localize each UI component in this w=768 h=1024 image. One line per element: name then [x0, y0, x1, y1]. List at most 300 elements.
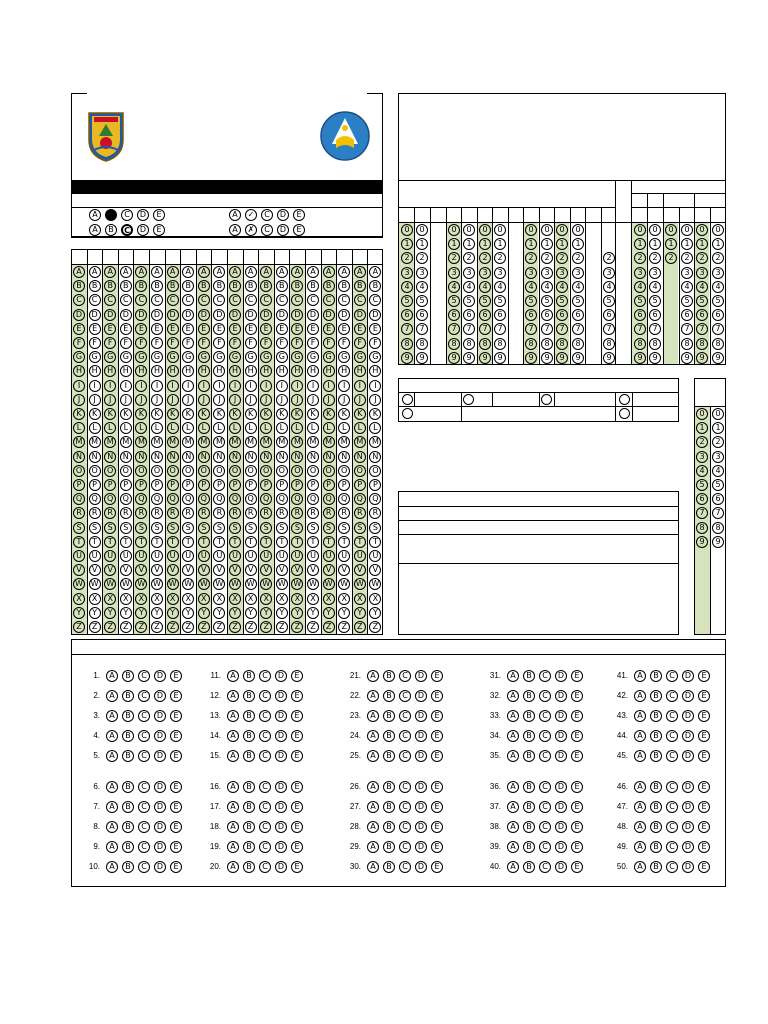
answer-bubble-a[interactable]: A — [367, 730, 379, 742]
name-bubble-l[interactable]: L — [307, 422, 319, 434]
name-bubble-q[interactable]: Q — [120, 493, 132, 505]
digit-bubble-6[interactable]: 6 — [634, 309, 646, 321]
answer-bubble-d[interactable]: D — [682, 730, 694, 742]
name-bubble-o[interactable]: O — [135, 465, 147, 477]
name-bubble-s[interactable]: S — [229, 522, 241, 534]
digit-bubble-5[interactable]: 5 — [525, 295, 537, 307]
digit-bubble-6[interactable]: 6 — [712, 309, 724, 321]
answer-bubble-d[interactable]: D — [275, 710, 287, 722]
name-bubble-s[interactable]: S — [260, 522, 272, 534]
name-bubble-f[interactable]: F — [323, 337, 335, 349]
name-bubble-m[interactable]: M — [229, 436, 241, 448]
name-bubble-k[interactable]: K — [182, 408, 194, 420]
answer-bubble-d[interactable]: D — [415, 781, 427, 793]
name-bubble-f[interactable]: F — [167, 337, 179, 349]
digit-bubble-9[interactable]: 9 — [525, 352, 537, 364]
name-bubble-h[interactable]: H — [276, 365, 288, 377]
name-bubble-k[interactable]: K — [89, 408, 101, 420]
name-bubble-r[interactable]: R — [104, 507, 116, 519]
name-bubble-w[interactable]: W — [167, 578, 179, 590]
digit-bubble-1[interactable]: 1 — [634, 238, 646, 250]
answer-bubble-e[interactable]: E — [431, 841, 443, 853]
answer-bubble-c[interactable]: C — [138, 730, 150, 742]
name-bubble-a[interactable]: A — [167, 266, 179, 278]
answer-bubble-a[interactable]: A — [634, 801, 646, 813]
name-bubble-y[interactable]: Y — [245, 607, 257, 619]
answer-bubble-a[interactable]: A — [367, 781, 379, 793]
answer-bubble-d[interactable]: D — [555, 710, 567, 722]
answer-bubble-c[interactable]: C — [539, 710, 551, 722]
answer-bubble-a[interactable]: A — [507, 730, 519, 742]
name-bubble-l[interactable]: L — [276, 422, 288, 434]
answer-bubble-d[interactable]: D — [682, 821, 694, 833]
name-bubble-p[interactable]: P — [151, 479, 163, 491]
digit-bubble-5[interactable]: 5 — [681, 295, 693, 307]
answer-bubble-a[interactable]: A — [634, 821, 646, 833]
name-bubble-a[interactable]: A — [135, 266, 147, 278]
digit-bubble-8[interactable]: 8 — [448, 338, 460, 350]
name-bubble-y[interactable]: Y — [182, 607, 194, 619]
answer-bubble-e[interactable]: E — [170, 841, 182, 853]
answer-bubble-b[interactable]: B — [243, 670, 255, 682]
name-bubble-l[interactable]: L — [135, 422, 147, 434]
digit-bubble-4[interactable]: 4 — [696, 465, 708, 477]
answer-bubble-d[interactable]: D — [154, 841, 166, 853]
name-bubble-z[interactable]: Z — [213, 621, 225, 633]
digit-bubble-1[interactable]: 1 — [681, 238, 693, 250]
digit-bubble-6[interactable]: 6 — [401, 309, 413, 321]
answer-bubble-d[interactable]: D — [154, 710, 166, 722]
name-bubble-b[interactable]: B — [120, 280, 132, 292]
answer-bubble-c[interactable]: C — [666, 730, 678, 742]
name-bubble-m[interactable]: M — [291, 436, 303, 448]
name-bubble-k[interactable]: K — [354, 408, 366, 420]
name-bubble-d[interactable]: D — [369, 309, 381, 321]
name-bubble-v[interactable]: V — [213, 564, 225, 576]
answer-bubble-a[interactable]: A — [634, 690, 646, 702]
answer-bubble-c[interactable]: C — [259, 690, 271, 702]
digit-bubble-4[interactable]: 4 — [463, 281, 475, 293]
name-bubble-q[interactable]: Q — [245, 493, 257, 505]
name-bubble-u[interactable]: U — [354, 550, 366, 562]
name-bubble-z[interactable]: Z — [167, 621, 179, 633]
name-bubble-i[interactable]: I — [151, 380, 163, 392]
answer-bubble-d[interactable]: D — [275, 670, 287, 682]
answer-bubble-e[interactable]: E — [431, 670, 443, 682]
answer-bubble-e[interactable]: E — [571, 821, 583, 833]
name-bubble-q[interactable]: Q — [135, 493, 147, 505]
digit-bubble-3[interactable]: 3 — [541, 267, 553, 279]
name-bubble-q[interactable]: Q — [323, 493, 335, 505]
answer-bubble-a[interactable]: A — [106, 730, 118, 742]
answer-bubble-d[interactable]: D — [415, 841, 427, 853]
name-bubble-v[interactable]: V — [245, 564, 257, 576]
name-bubble-v[interactable]: V — [198, 564, 210, 576]
answer-bubble-c[interactable]: C — [399, 670, 411, 682]
name-bubble-b[interactable]: B — [213, 280, 225, 292]
name-bubble-g[interactable]: G — [198, 351, 210, 363]
answer-bubble-a[interactable]: A — [227, 861, 239, 873]
digit-bubble-3[interactable]: 3 — [401, 267, 413, 279]
digit-bubble-6[interactable]: 6 — [696, 309, 708, 321]
name-bubble-z[interactable]: Z — [338, 621, 350, 633]
name-bubble-r[interactable]: R — [167, 507, 179, 519]
name-bubble-s[interactable]: S — [338, 522, 350, 534]
name-bubble-v[interactable]: V — [354, 564, 366, 576]
answer-bubble-e[interactable]: E — [291, 670, 303, 682]
name-bubble-b[interactable]: B — [135, 280, 147, 292]
name-bubble-b[interactable]: B — [323, 280, 335, 292]
name-bubble-t[interactable]: T — [167, 536, 179, 548]
answer-bubble-a[interactable]: A — [634, 781, 646, 793]
digit-bubble-8[interactable]: 8 — [463, 338, 475, 350]
answer-bubble-b[interactable]: B — [243, 750, 255, 762]
digit-bubble-9[interactable]: 9 — [603, 352, 615, 364]
name-bubble-h[interactable]: H — [120, 365, 132, 377]
name-bubble-r[interactable]: R — [323, 507, 335, 519]
digit-bubble-4[interactable]: 4 — [541, 281, 553, 293]
name-bubble-l[interactable]: L — [182, 422, 194, 434]
name-bubble-z[interactable]: Z — [260, 621, 272, 633]
answer-bubble-a[interactable]: A — [106, 710, 118, 722]
name-bubble-j[interactable]: J — [369, 394, 381, 406]
digit-bubble-4[interactable]: 4 — [572, 281, 584, 293]
name-bubble-i[interactable]: I — [135, 380, 147, 392]
name-bubble-r[interactable]: R — [213, 507, 225, 519]
name-bubble-m[interactable]: M — [120, 436, 132, 448]
name-bubble-o[interactable]: O — [213, 465, 225, 477]
name-bubble-j[interactable]: J — [120, 394, 132, 406]
name-bubble-y[interactable]: Y — [323, 607, 335, 619]
name-bubble-w[interactable]: W — [104, 578, 116, 590]
answer-bubble-b[interactable]: B — [383, 841, 395, 853]
name-bubble-j[interactable]: J — [354, 394, 366, 406]
name-bubble-c[interactable]: C — [260, 294, 272, 306]
digit-bubble-5[interactable]: 5 — [556, 295, 568, 307]
name-bubble-t[interactable]: T — [354, 536, 366, 548]
name-bubble-d[interactable]: D — [323, 309, 335, 321]
digit-bubble-5[interactable]: 5 — [448, 295, 460, 307]
name-bubble-h[interactable]: H — [198, 365, 210, 377]
digit-bubble-4[interactable]: 4 — [712, 281, 724, 293]
answer-bubble-d[interactable]: D — [275, 821, 287, 833]
answer-bubble-a[interactable]: A — [106, 861, 118, 873]
digit-bubble-3[interactable]: 3 — [463, 267, 475, 279]
digit-bubble-7[interactable]: 7 — [712, 323, 724, 335]
name-bubble-t[interactable]: T — [369, 536, 381, 548]
answer-bubble-a[interactable]: A — [507, 841, 519, 853]
answer-bubble-d[interactable]: D — [275, 690, 287, 702]
answer-bubble-b[interactable]: B — [243, 730, 255, 742]
name-bubble-t[interactable]: T — [104, 536, 116, 548]
digit-bubble-3[interactable]: 3 — [603, 267, 615, 279]
name-bubble-k[interactable]: K — [135, 408, 147, 420]
answer-bubble-c[interactable]: C — [259, 841, 271, 853]
name-bubble-l[interactable]: L — [73, 422, 85, 434]
name-bubble-t[interactable]: T — [291, 536, 303, 548]
name-bubble-s[interactable]: S — [213, 522, 225, 534]
name-bubble-w[interactable]: W — [338, 578, 350, 590]
name-bubble-v[interactable]: V — [182, 564, 194, 576]
name-bubble-c[interactable]: C — [338, 294, 350, 306]
example-bubble[interactable]: A — [89, 209, 101, 221]
name-bubble-m[interactable]: M — [135, 436, 147, 448]
digit-bubble-4[interactable]: 4 — [416, 281, 428, 293]
digit-bubble-0[interactable]: 0 — [649, 224, 661, 236]
digit-bubble-5[interactable]: 5 — [696, 479, 708, 491]
name-bubble-b[interactable]: B — [245, 280, 257, 292]
name-bubble-k[interactable]: K — [167, 408, 179, 420]
answer-bubble-e[interactable]: E — [431, 821, 443, 833]
digit-bubble-9[interactable]: 9 — [556, 352, 568, 364]
name-bubble-k[interactable]: K — [260, 408, 272, 420]
name-bubble-m[interactable]: M — [182, 436, 194, 448]
name-bubble-x[interactable]: X — [213, 593, 225, 605]
answer-bubble-d[interactable]: D — [275, 861, 287, 873]
answer-bubble-b[interactable]: B — [243, 781, 255, 793]
name-bubble-p[interactable]: P — [260, 479, 272, 491]
answer-bubble-a[interactable]: A — [507, 861, 519, 873]
name-bubble-e[interactable]: E — [89, 323, 101, 335]
name-bubble-m[interactable]: M — [104, 436, 116, 448]
name-bubble-o[interactable]: O — [73, 465, 85, 477]
answer-bubble-d[interactable]: D — [275, 841, 287, 853]
answer-bubble-b[interactable]: B — [122, 801, 134, 813]
example-bubble[interactable]: D — [277, 209, 289, 221]
name-bubble-w[interactable]: W — [151, 578, 163, 590]
name-bubble-t[interactable]: T — [260, 536, 272, 548]
name-bubble-l[interactable]: L — [245, 422, 257, 434]
digit-bubble-3[interactable]: 3 — [479, 267, 491, 279]
example-wrong-mark[interactable]: ✓ — [245, 209, 257, 221]
digit-bubble-0[interactable]: 0 — [681, 224, 693, 236]
name-bubble-f[interactable]: F — [73, 337, 85, 349]
name-bubble-m[interactable]: M — [245, 436, 257, 448]
name-bubble-f[interactable]: F — [260, 337, 272, 349]
answer-bubble-c[interactable]: C — [138, 781, 150, 793]
name-bubble-d[interactable]: D — [151, 309, 163, 321]
answer-bubble-a[interactable]: A — [634, 710, 646, 722]
name-bubble-d[interactable]: D — [291, 309, 303, 321]
name-bubble-b[interactable]: B — [291, 280, 303, 292]
answer-bubble-c[interactable]: C — [666, 821, 678, 833]
digit-bubble-1[interactable]: 1 — [401, 238, 413, 250]
name-bubble-p[interactable]: P — [369, 479, 381, 491]
name-bubble-h[interactable]: H — [307, 365, 319, 377]
name-bubble-z[interactable]: Z — [229, 621, 241, 633]
digit-bubble-0[interactable]: 0 — [479, 224, 491, 236]
name-bubble-u[interactable]: U — [245, 550, 257, 562]
name-bubble-c[interactable]: C — [73, 294, 85, 306]
name-bubble-x[interactable]: X — [307, 593, 319, 605]
answer-bubble-b[interactable]: B — [650, 781, 662, 793]
name-bubble-k[interactable]: K — [276, 408, 288, 420]
name-bubble-a[interactable]: A — [276, 266, 288, 278]
name-bubble-a[interactable]: A — [73, 266, 85, 278]
answer-bubble-a[interactable]: A — [227, 750, 239, 762]
name-bubble-s[interactable]: S — [73, 522, 85, 534]
answer-bubble-d[interactable]: D — [555, 690, 567, 702]
name-bubble-h[interactable]: H — [260, 365, 272, 377]
name-bubble-c[interactable]: C — [323, 294, 335, 306]
example-bubble[interactable]: D — [137, 224, 149, 236]
name-bubble-d[interactable]: D — [198, 309, 210, 321]
name-bubble-p[interactable]: P — [213, 479, 225, 491]
name-bubble-f[interactable]: F — [120, 337, 132, 349]
name-bubble-r[interactable]: R — [229, 507, 241, 519]
answer-bubble-e[interactable]: E — [571, 730, 583, 742]
name-bubble-u[interactable]: U — [276, 550, 288, 562]
answer-bubble-c[interactable]: C — [399, 781, 411, 793]
answer-bubble-d[interactable]: D — [154, 670, 166, 682]
digit-bubble-4[interactable]: 4 — [603, 281, 615, 293]
name-bubble-z[interactable]: Z — [369, 621, 381, 633]
digit-bubble-9[interactable]: 9 — [696, 352, 708, 364]
answer-bubble-b[interactable]: B — [122, 750, 134, 762]
name-bubble-m[interactable]: M — [198, 436, 210, 448]
digit-bubble-3[interactable]: 3 — [525, 267, 537, 279]
example-bubble[interactable]: B — [105, 209, 117, 221]
name-bubble-f[interactable]: F — [229, 337, 241, 349]
digit-bubble-9[interactable]: 9 — [494, 352, 506, 364]
answer-bubble-d[interactable]: D — [415, 750, 427, 762]
name-bubble-q[interactable]: Q — [229, 493, 241, 505]
name-bubble-t[interactable]: T — [89, 536, 101, 548]
name-bubble-s[interactable]: S — [151, 522, 163, 534]
name-bubble-i[interactable]: I — [213, 380, 225, 392]
digit-bubble-9[interactable]: 9 — [712, 352, 724, 364]
digit-bubble-0[interactable]: 0 — [712, 408, 724, 420]
name-bubble-c[interactable]: C — [135, 294, 147, 306]
answer-bubble-b[interactable]: B — [523, 730, 535, 742]
name-bubble-h[interactable]: H — [229, 365, 241, 377]
name-bubble-c[interactable]: C — [89, 294, 101, 306]
name-bubble-b[interactable]: B — [276, 280, 288, 292]
name-bubble-g[interactable]: G — [291, 351, 303, 363]
name-bubble-r[interactable]: R — [260, 507, 272, 519]
digit-bubble-3[interactable]: 3 — [494, 267, 506, 279]
answer-bubble-d[interactable]: D — [154, 781, 166, 793]
name-bubble-g[interactable]: G — [151, 351, 163, 363]
digit-bubble-3[interactable]: 3 — [649, 267, 661, 279]
answer-bubble-e[interactable]: E — [431, 781, 443, 793]
answer-bubble-d[interactable]: D — [415, 690, 427, 702]
name-bubble-k[interactable]: K — [120, 408, 132, 420]
name-bubble-x[interactable]: X — [260, 593, 272, 605]
name-bubble-p[interactable]: P — [354, 479, 366, 491]
name-bubble-o[interactable]: O — [260, 465, 272, 477]
example-bubble[interactable]: E — [153, 209, 165, 221]
name-bubble-j[interactable]: J — [73, 394, 85, 406]
example-bubble[interactable]: C — [121, 224, 133, 236]
name-bubble-q[interactable]: Q — [198, 493, 210, 505]
answer-bubble-d[interactable]: D — [555, 750, 567, 762]
name-bubble-v[interactable]: V — [307, 564, 319, 576]
name-bubble-r[interactable]: R — [338, 507, 350, 519]
answer-bubble-e[interactable]: E — [431, 730, 443, 742]
name-bubble-o[interactable]: O — [307, 465, 319, 477]
name-bubble-j[interactable]: J — [338, 394, 350, 406]
answer-bubble-c[interactable]: C — [666, 861, 678, 873]
answer-bubble-c[interactable]: C — [399, 801, 411, 813]
digit-bubble-4[interactable]: 4 — [696, 281, 708, 293]
name-bubble-o[interactable]: O — [276, 465, 288, 477]
name-bubble-z[interactable]: Z — [89, 621, 101, 633]
name-bubble-t[interactable]: T — [73, 536, 85, 548]
name-bubble-h[interactable]: H — [291, 365, 303, 377]
name-bubble-w[interactable]: W — [198, 578, 210, 590]
name-bubble-r[interactable]: R — [245, 507, 257, 519]
answer-bubble-e[interactable]: E — [698, 710, 710, 722]
digit-bubble-0[interactable]: 0 — [416, 224, 428, 236]
name-bubble-l[interactable]: L — [104, 422, 116, 434]
name-bubble-g[interactable]: G — [73, 351, 85, 363]
name-bubble-v[interactable]: V — [260, 564, 272, 576]
name-bubble-i[interactable]: I — [167, 380, 179, 392]
example-bubble[interactable]: A — [229, 209, 241, 221]
name-bubble-d[interactable]: D — [135, 309, 147, 321]
name-bubble-r[interactable]: R — [369, 507, 381, 519]
name-bubble-e[interactable]: E — [229, 323, 241, 335]
name-bubble-x[interactable]: X — [338, 593, 350, 605]
answer-bubble-a[interactable]: A — [507, 690, 519, 702]
digit-bubble-2[interactable]: 2 — [712, 436, 724, 448]
name-bubble-h[interactable]: H — [89, 365, 101, 377]
name-bubble-w[interactable]: W — [213, 578, 225, 590]
digit-bubble-1[interactable]: 1 — [448, 238, 460, 250]
digit-bubble-0[interactable]: 0 — [494, 224, 506, 236]
name-bubble-q[interactable]: Q — [307, 493, 319, 505]
option-radio[interactable] — [463, 394, 474, 405]
digit-bubble-8[interactable]: 8 — [634, 338, 646, 350]
answer-bubble-e[interactable]: E — [291, 690, 303, 702]
digit-bubble-7[interactable]: 7 — [401, 323, 413, 335]
name-bubble-b[interactable]: B — [307, 280, 319, 292]
digit-bubble-1[interactable]: 1 — [696, 422, 708, 434]
digit-bubble-8[interactable]: 8 — [696, 522, 708, 534]
name-bubble-v[interactable]: V — [73, 564, 85, 576]
name-bubble-i[interactable]: I — [73, 380, 85, 392]
name-bubble-u[interactable]: U — [198, 550, 210, 562]
name-bubble-e[interactable]: E — [291, 323, 303, 335]
answer-bubble-d[interactable]: D — [415, 730, 427, 742]
digit-bubble-2[interactable]: 2 — [416, 252, 428, 264]
name-bubble-o[interactable]: O — [151, 465, 163, 477]
answer-bubble-e[interactable]: E — [571, 781, 583, 793]
digit-bubble-0[interactable]: 0 — [572, 224, 584, 236]
name-bubble-m[interactable]: M — [89, 436, 101, 448]
answer-bubble-c[interactable]: C — [399, 730, 411, 742]
name-bubble-v[interactable]: V — [369, 564, 381, 576]
digit-bubble-1[interactable]: 1 — [416, 238, 428, 250]
digit-bubble-9[interactable]: 9 — [401, 352, 413, 364]
digit-bubble-6[interactable]: 6 — [463, 309, 475, 321]
answer-bubble-a[interactable]: A — [227, 821, 239, 833]
digit-bubble-7[interactable]: 7 — [416, 323, 428, 335]
digit-bubble-2[interactable]: 2 — [556, 252, 568, 264]
name-bubble-e[interactable]: E — [369, 323, 381, 335]
digit-bubble-0[interactable]: 0 — [634, 224, 646, 236]
answer-bubble-c[interactable]: C — [259, 750, 271, 762]
answer-bubble-c[interactable]: C — [539, 801, 551, 813]
name-bubble-g[interactable]: G — [229, 351, 241, 363]
name-bubble-i[interactable]: I — [260, 380, 272, 392]
digit-bubble-2[interactable]: 2 — [696, 252, 708, 264]
name-bubble-j[interactable]: J — [245, 394, 257, 406]
name-bubble-o[interactable]: O — [245, 465, 257, 477]
digit-bubble-9[interactable]: 9 — [634, 352, 646, 364]
answer-bubble-d[interactable]: D — [555, 730, 567, 742]
